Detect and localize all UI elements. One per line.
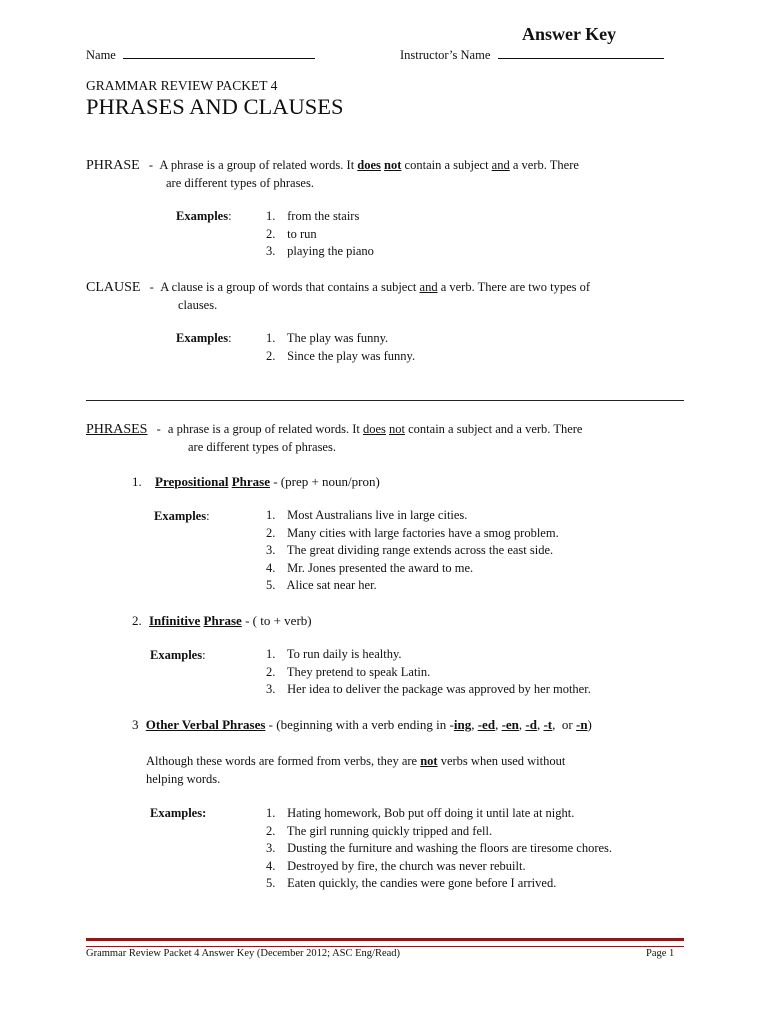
prepositional-heading: 1. Prepositional Phrase - (prep + noun/pron) — [132, 474, 380, 489]
verbal-note: Although these words are formed from verbs, they are not verbs when used without — [146, 754, 566, 768]
name-label: Name — [86, 48, 116, 62]
clause-examples-label: Examples: — [176, 331, 232, 345]
packet-title: GRAMMAR REVIEW PACKET 4 — [86, 78, 278, 93]
infinitive-examples-list — [266, 646, 591, 699]
phrases-term: PHRASES — [86, 422, 148, 437]
clause-definition-line2: clauses. — [178, 298, 218, 312]
name-field — [86, 46, 315, 63]
list-item: 2. The girl running quickly tripped and fell. — [266, 823, 493, 838]
phrase-term: PHRASE — [86, 158, 140, 173]
list-item: 5. Eaten quickly, the candies were gone before I arrived. — [266, 876, 557, 890]
instructor-label: Instructor’s Name — [400, 48, 491, 62]
instructor-field — [400, 46, 664, 63]
verbal-examples-list — [266, 805, 612, 893]
clause-examples-list — [266, 330, 415, 365]
phrase-examples-list — [266, 208, 374, 261]
answer-key-label: Answer Key — [522, 24, 617, 44]
main-title: PHRASES AND CLAUSES — [86, 94, 344, 119]
page-number: Page 1 — [646, 948, 675, 959]
name-blank — [123, 46, 315, 59]
infinitive-examples-label: Examples: — [150, 648, 206, 662]
list-item: 5. Alice sat near her. — [266, 578, 377, 592]
section-divider — [86, 400, 684, 401]
list-item: 4. Destroyed by fire, the church was never rebuilt. — [266, 858, 526, 873]
list-item: 2. Since the play was funny. — [266, 348, 416, 363]
verbal-heading: 3 Other Verbal Phrases - (beginning with a verb ending in -ing, -ed, -en, -d, -t, or -n) — [132, 717, 592, 732]
instructor-blank — [498, 46, 664, 59]
list-item: 1. Hating homework, Bob put off doing it until late at night. — [266, 806, 575, 820]
verbal-note-line2: helping words. — [146, 772, 221, 786]
infinitive-heading: 2. Infinitive Phrase - ( to + verb) — [132, 613, 312, 628]
list-item: 4. Mr. Jones presented the award to me. — [266, 560, 474, 575]
clause-definition: CLAUSE - A clause is a group of words that contains a subject and a verb. There are two types of — [86, 280, 591, 295]
list-item: 3. Her idea to deliver the package was approved by her mother. — [266, 682, 591, 696]
phrase-examples-label: Examples: — [176, 209, 232, 223]
footer-rule — [86, 938, 684, 947]
clause-term: CLAUSE — [86, 280, 141, 295]
list-item: 2. Many cities with large factories have a smog problem. — [266, 525, 559, 540]
phrases-section-line2: are different types of phrases. — [188, 440, 336, 454]
list-item: 3. The great dividing range extends across the east side. — [266, 543, 554, 557]
list-item: 2. They pretend to speak Latin. — [266, 664, 431, 679]
list-item: 1. Most Australians live in large cities. — [266, 508, 468, 522]
phrase-definition: PHRASE - A phrase is a group of related words. It does not contain a subject and a verb. There — [86, 158, 579, 173]
list-item: 2. to run — [266, 226, 317, 241]
phrases-section-intro: PHRASES - a phrase is a group of related words. It does not contain a subject and a verb. There — [86, 422, 583, 437]
verbal-examples-label: Examples: — [150, 806, 207, 820]
prepositional-examples-list — [266, 507, 559, 595]
list-item: 1. The play was funny. — [266, 331, 389, 345]
list-item: 3. Dusting the furniture and washing the floors are tiresome chores. — [266, 841, 613, 855]
footer-text: Grammar Review Packet 4 Answer Key (December 2012; ASC Eng/Read) — [86, 948, 401, 959]
prepositional-examples-label: Examples: — [154, 509, 210, 523]
list-item: 1. from the stairs — [266, 209, 360, 223]
phrase-definition-line2: are different types of phrases. — [166, 176, 314, 190]
list-item: 3. playing the piano — [266, 244, 374, 258]
list-item: 1. To run daily is healthy. — [266, 647, 402, 661]
